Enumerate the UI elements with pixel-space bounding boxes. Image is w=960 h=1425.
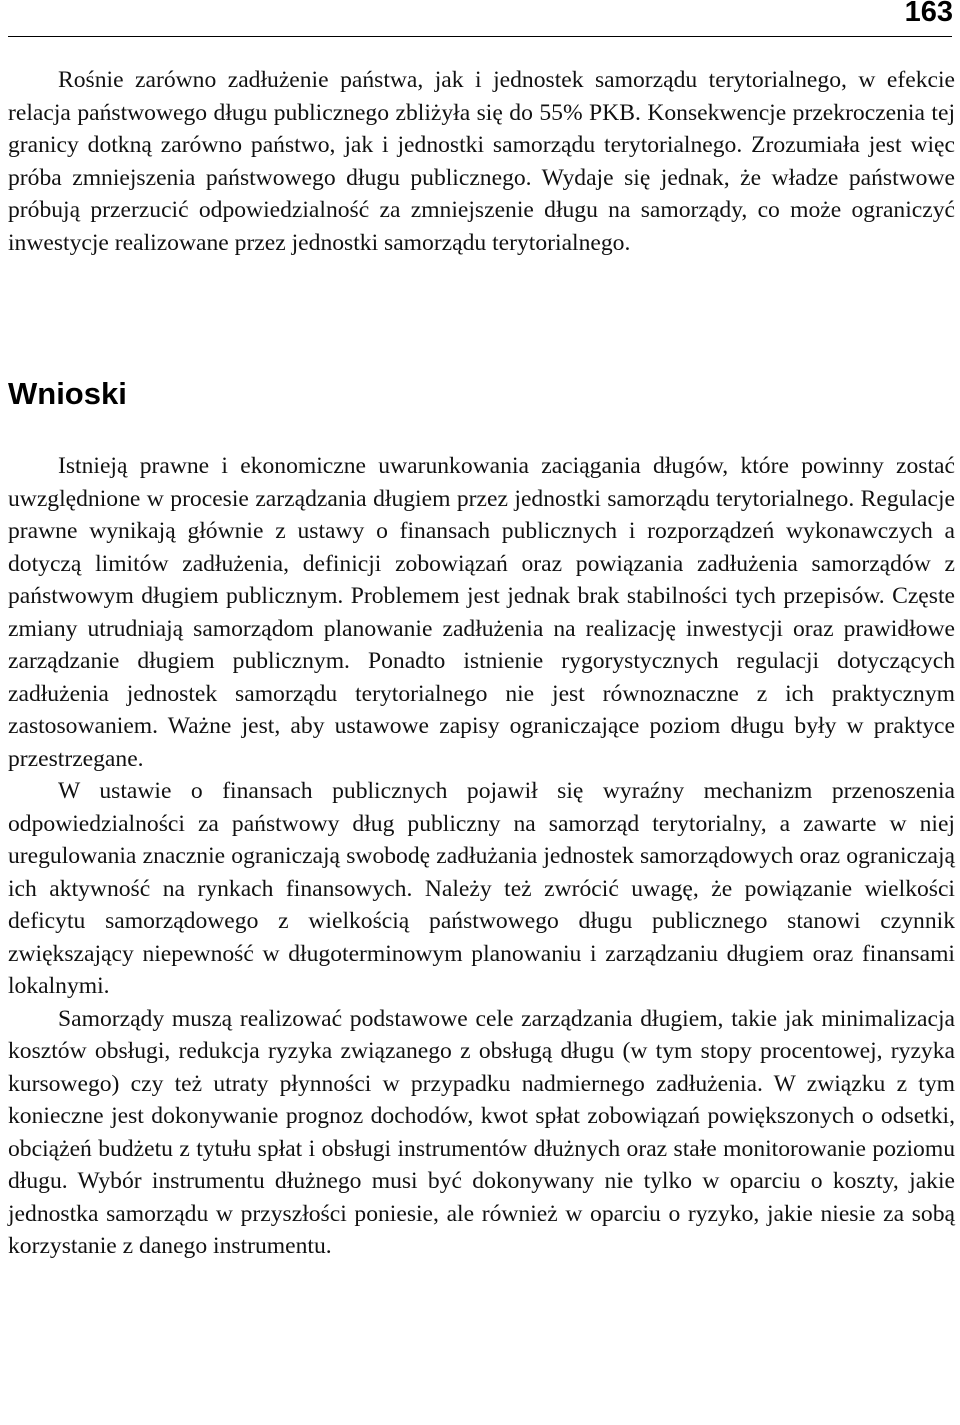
header-rule: [8, 36, 952, 37]
intro-paragraph: Rośnie zarówno zadłużenie państwa, jak i jednostek samorządu terytorialnego, w efekcie relacja państwowego długu publicznego zbliżyła się do 55% PKB. Konsekwencje przekroczenia tej granicy dotkną zarówno państwo, jak i jednostki samorządu terytorialnego. Zrozumiała jest więc próba zmniejszenia państwowego długu publicznego. Wydaje się jednak, że władze państwowe próbują przerzucić odpowiedzialność za zmniejszenie długu na samorządy, co może ograniczyć inwestycje realizowane przez jednostki samorządu terytorialnego.: [8, 67, 955, 256]
page-number: 163: [904, 0, 953, 28]
section-heading: Wnioski: [8, 376, 127, 411]
intro-block: [0, 64, 960, 259]
body-paragraph: W ustawie o finansach publicznych pojawił się wyraźny mechanizm przenoszenia odpowiedzialności za państwowy dług publiczny na samorząd terytorialny, a zawarte w niej uregulowania znacznie ograniczają swobodę zadłużania jednostek samorządowych oraz ograniczają ich aktywność na rynkach finansowych. Należy też zwrócić uwagę, że powiązanie wielkości deficytu samorządowego z wielkością państwowego długu publicznego stanowi czynnik zwiększający niepewność w długoterminowym planowaniu i zarządzaniu długiem oraz finansami lokalnymi.: [8, 778, 955, 999]
body-paragraph: Samorządy muszą realizować podstawowe cele zarządzania długiem, takie jak minimalizacja kosztów obsługi, redukcja ryzyka związanego z obsługą długu (w tym stopy procentowej, ryzyka kursowego) czy też utraty płynności w przypadku nadmiernego zadłużenia. W związku z tym konieczne jest dokonywanie prognoz dochodów, kwot spłat zobowiązań powiększonych o odsetki, obciążeń budżetu z tytułu spłat i obsługi instrumentów dłużnych oraz stałe monitorowanie poziomu długu. Wybór instrumentu dłużnego musi być dokonywany nie tylko w oparciu o koszty, jakie jednostka samorządu w przyszłości poniesie, ale również w oparciu o ryzyko, jakie niesie za sobą korzystanie z danego instrumentu.: [8, 1005, 955, 1259]
conclusions-block: [0, 450, 960, 1263]
body-paragraph: Istnieją prawne i ekonomiczne uwarunkowania zaciągania długów, które powinny zostać uwzględnione w procesie zarządzania długiem przez jednostki samorządu terytorialnego. Regulacje prawne wynikają głównie z ustawy o finansach publicznych i rozporządzeń wykonawczych a dotyczą limitów zadłużenia, definicji zobowiązań oraz powiązania zadłużenia samorządów z państwowym długiem publicznym. Problemem jest jednak brak stabilności tych przepisów. Częste zmiany utrudniają samorządom planowanie zadłużenia na realizację inwestycji oraz prawidłowe zarządzanie długiem publicznym. Ponadto istnienie rygorystycznych regulacji dotyczących zadłużenia jednostek samorządu terytorialnego nie jest równoznaczne z ich praktycznym zastosowaniem. Ważne jest, aby ustawowe zapisy ograniczające poziom długu były w praktyce przestrzegane.: [8, 453, 955, 772]
